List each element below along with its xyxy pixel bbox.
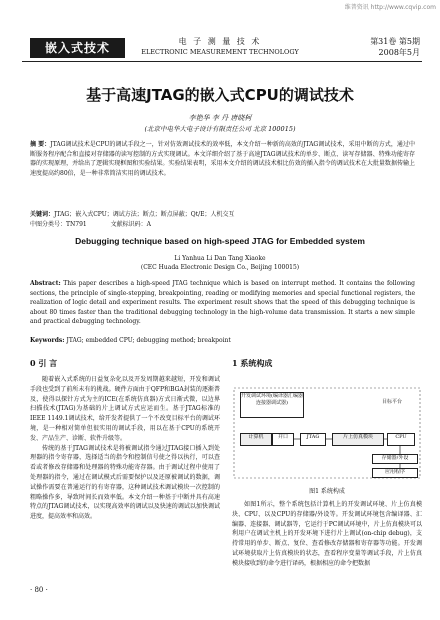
abstract-en-label: Abstract:: [30, 280, 61, 287]
issue-date: 2008年5月: [378, 48, 420, 57]
doc-code: 文献标识码：A: [110, 221, 151, 228]
port-box: 并口: [272, 433, 294, 446]
dev-env-box: 开发调试环境(编译器汇编器连接器调试器): [240, 392, 304, 418]
paper-title-en: Debugging technique based on high-speed JTAG for Embedded system: [75, 236, 365, 246]
header-rule: [22, 61, 422, 62]
abstract-cn: [30, 140, 415, 178]
keywords-cn-text: JTAG；嵌入式CPU；调试方法；断点；断点屏蔽；Qt/E；人机交互: [54, 211, 235, 218]
section-introduction: [30, 358, 220, 522]
figure-system-diagram: [232, 386, 422, 482]
journal-logo: 嵌入式技术: [30, 38, 125, 58]
clc-number: 中图分类号：TN791: [30, 221, 87, 228]
emulation-module-box: 片上仿真模块: [332, 433, 384, 446]
authors-en: Li Yanhua Li Dan Tang Xiaoke: [174, 255, 266, 262]
paragraph: 如图1所示，整个系统包括计算机上的开发调试环境、片上仿真模块、CPU、以及CPU的存储器/外设等。开发调试环境包含编译器、汇编器、连接器、调试器等，它运行于PC调试环境中，片上仿真模块可以利用户在调试主机上的开发环境下进行片上调试(on-chip debug)，支持常用的单步、断点、复位、查看修改存储器和寄存器等功能。开发调试环境获取片上仿真模块的状态，查看程序变量等调试手段，片上仿真模块接收到的命令进行译码，根据相应的命令把数据: [232, 501, 422, 567]
paragraph: 随着嵌入式系统的日益复杂化以及开发周期越来越短，开发和调试手段也受到了前所未有的挑战。硬件方面由于QFP和BGA封装的逐渐普及，使得以探针方式为主的ICE(在系统仿真器)方式日渐式微，以边界扫描技术(JTAG)为基础的片上调试方式应运而生。基于JTAG标准的IEEE 1149.1调试技术，给开发者提供了一个不改变目标平台的调试环境，是一种相对简单但很实用的调试手段，用以在基于CPU的系统开发、产品生产、诊断、软件升级等。: [30, 376, 220, 442]
volume-issue: 第31卷 第5期: [370, 37, 420, 46]
abstract-en-text: This paper describes a high-speed JTAG technique which is based on interrupt method. It contains the following sections, the principle of single-stepping, breakpointing, reading or modifying memories and special functional registers, the realization of logic detail and experiment results. The experiment result shows that the speed of this debugging technique is about 80 times faster than the traditional debugging technology in the high-volume data transmission. It starts a new simple and practical debugging technology.: [30, 280, 415, 326]
issue-info: [330, 36, 420, 58]
watermark-text: 维普资讯 http://www.cqvip.com: [344, 4, 436, 11]
abstract-cn-label: 摘 要：: [30, 141, 51, 148]
journal-title-en: ELECTRONIC MEASUREMENT TECHNOLOGY: [141, 48, 299, 56]
affiliation-cn: (北京中电华大电子设计有限责任公司 北京 100015): [144, 125, 296, 133]
abstract-cn-text: JTAG调试技术是CPU的调试手段之一，针对仿效调试技术的效率低，本文介绍一种新的高效的JTAG调试技术，采用中断的方式，通过中断服务程序配合和直接对存储器的读写控制的方式实现调试。本文详细介绍了基于高速JTAG调试技术的单步、断点、读写存储器、特殊功能寄存器的实现原理，并给出了逻辑实现框图和实验结果。实验结果表明，采用本文介绍的调试技术相比仿效的插入指令的调试技术在大批量数据传输上速度提高约80倍，是一种非常简洁实用的调试技术。: [30, 141, 415, 177]
cpu-box: CPU: [387, 433, 415, 446]
section-heading: 1 系统构成: [232, 358, 273, 368]
keywords-en-label: Keywords:: [30, 337, 65, 344]
page-number: · 80 ·: [30, 586, 48, 594]
jtag-box: JTAG: [300, 433, 326, 446]
authors-cn: 李艳华 李 丹 唐晓柯: [188, 114, 252, 122]
computer-box: 计算机: [240, 433, 272, 446]
abstract-en: [30, 279, 415, 327]
application-box: 应用程序: [372, 468, 418, 478]
paper-title-cn: 基于高速JTAG的嵌入式CPU的调试技术: [86, 86, 354, 104]
figure-caption: 图1 系统构成: [309, 488, 345, 495]
keywords-en-text: JTAG; embedded CPU; debugging method; breakpoint: [66, 337, 231, 344]
journal-title-block: [140, 36, 300, 58]
target-platform-label: 目标平台: [382, 399, 403, 405]
journal-title-cn: 电 子 测 量 技 术: [178, 37, 262, 46]
keywords-cn: [30, 210, 415, 219]
keywords-cn-label: 关键词：: [30, 211, 55, 218]
affiliation-en: (CEC Huada Electronic Design Co., Beijing 100015): [140, 264, 300, 271]
section-system: [232, 358, 422, 369]
section-heading: 0 引 言: [30, 358, 58, 368]
keywords-en: [30, 337, 415, 344]
paragraph: 传统的基于JTAG调试技术是将被调试指令通过JTAG接口插入到处理器的指令寄存器，选择适当的指令和控制信号使之得以执行，可以查看或者修改存储器和处理器的特殊功能寄存器。由于调试过程中使用了处理器的指令，通过在调试模式后需要保护以及还原被调试的数据，调试操作需要在普通运行的有寄存器，这种调试技术调试模块一次控制的粗略操作多，导致时间长而效率低。本文介绍一种基于中断并具有高速特点的JTAG调试技术，以实现高效率的调试以及快速的调试以加快调试进度，提高效率和高效。: [30, 444, 220, 521]
classification-row: [30, 220, 415, 229]
memory-box: 存储器/外设: [372, 454, 418, 464]
